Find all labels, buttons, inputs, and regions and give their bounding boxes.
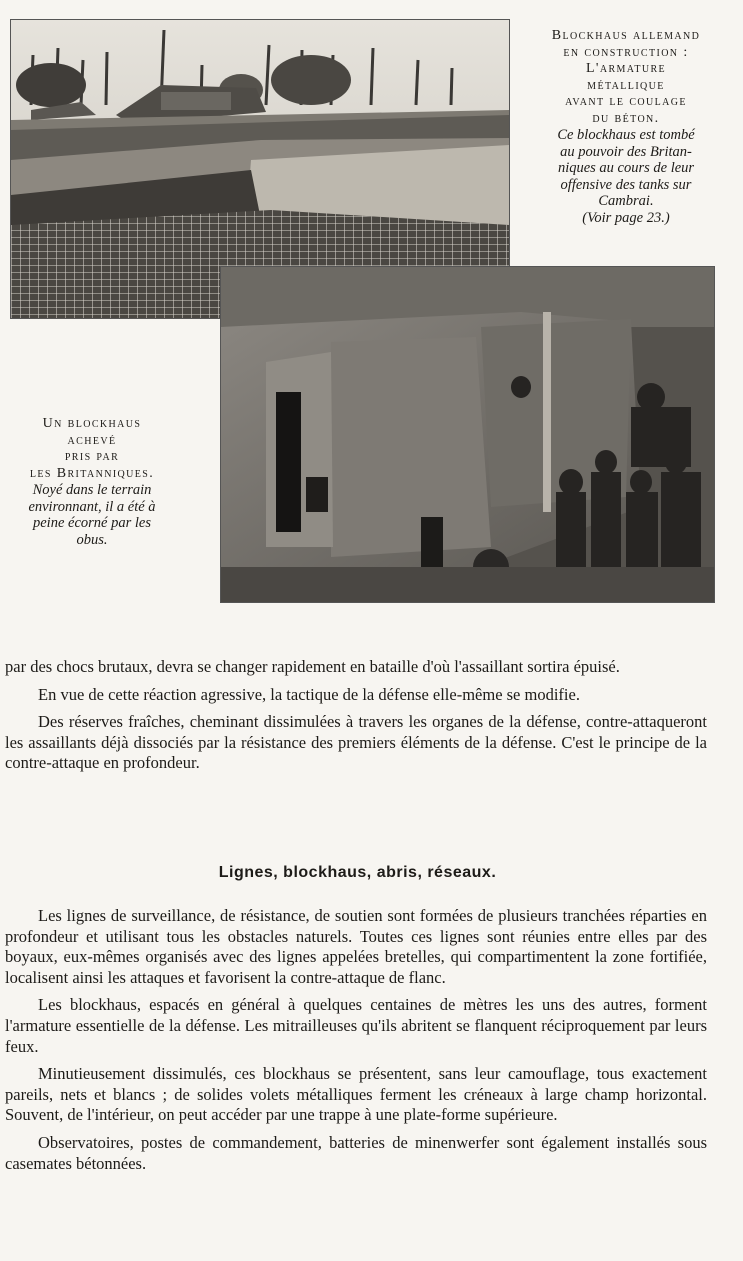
photo-completed-image	[221, 267, 714, 602]
caption-bottom-photo	[0, 416, 192, 548]
paragraph: En vue de cette réaction agressive, la tactique de la défense elle-même se modifie.	[38, 684, 580, 704]
paragraph: Les lignes de surveillance, de résistance, de soutien sont formées de plusieurs tranchées réparties en profondeur et utilisant tous les obstacles naturels. Toutes ces lignes sont réunies entre elles par des boyaux, eux-mêmes organisés avec des lignes appelées bretelles, qui compartimentent la zone fortifiée, localisent ainsi les attaques et favorisent la contre-attaque de flanc.	[5, 906, 707, 987]
photo-blockhouse-completed	[220, 266, 715, 603]
text-block-upper	[5, 657, 707, 781]
paragraph: Observatoires, postes de commandement, batteries de minenwerfer sont également installés sous casemates bétonnées.	[5, 1132, 707, 1173]
caption-bottom-text: Noyé dans le terrain environnant, il a été à peine écorné par les obus.	[28, 482, 156, 548]
paragraph: Minutieusement dissimulés, ces blockhaus se présentent, sans leur camouflage, tous exactement pareils, nets et blancs ; de solides volets métalliques ferment les créneaux à large champ horizontal. Souvent, de l'intérieur, on peut accéder par une trappe à une plate-forme supérieure.	[5, 1064, 707, 1125]
paragraph: par des chocs brutaux, devra se changer rapidement en bataille d'où l'assaillant sortira épuisé.	[5, 657, 620, 676]
text-block-lower	[5, 906, 707, 1181]
paragraph: Des réserves fraîches, cheminant dissimulées à travers les organes de la défense, contre-attaqueront les assaillants déjà dissociés par la résistance des premiers éléments de la défense. C'est le principe de la contre-attaque en profondeur.	[5, 712, 707, 773]
caption-bottom-title: Un blockhaus achevé pris par les Britanniques.	[29, 416, 155, 481]
section-heading: Lignes, blockhaus, abris, réseaux.	[218, 864, 497, 881]
caption-top-photo	[520, 28, 732, 226]
paragraph: Les blockhaus, espacés en général à quelques centaines de mètres les uns des autres, forment l'armature essentielle de la défense. Les mitrailleuses qu'ils abritent se flanquent réciproquement par leurs feux.	[5, 995, 707, 1056]
caption-top-title: Blockhaus allemand en construction : L'armature métallique avant le coulage du béton.	[551, 28, 701, 126]
caption-top-text: Ce blockhaus est tombé au pouvoir des Britan- niques au cours de leur offensive des tanks sur Cambrai. (Voir page 23.)	[557, 127, 695, 226]
